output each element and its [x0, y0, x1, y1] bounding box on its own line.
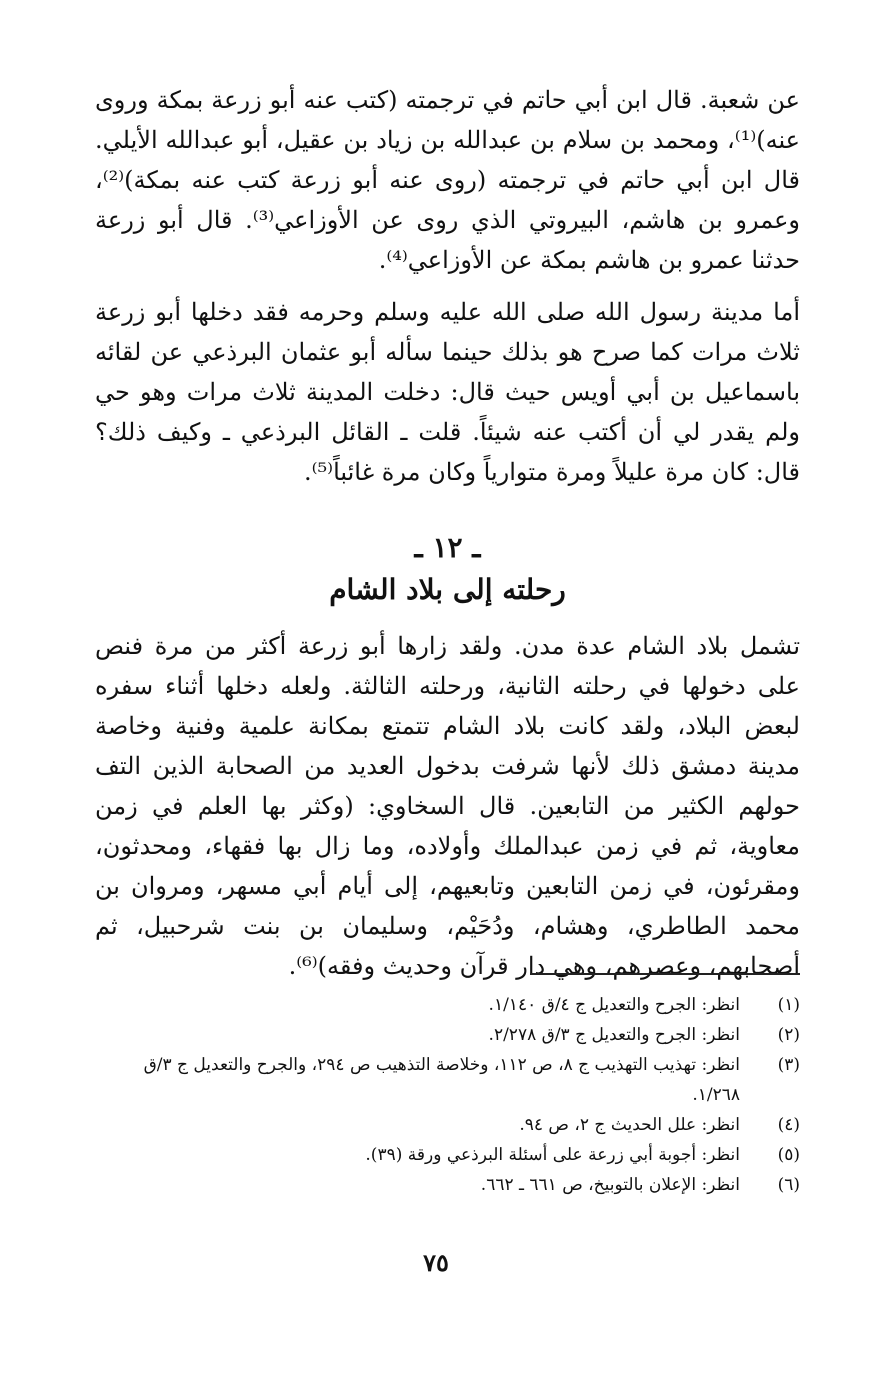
paragraph-1: عن شعبة. قال ابن أبي حاتم في ترجمته (كتب عنه أبو زرعة بمكة وروى عنه)⁽¹⁾، ومحمد بن سلام بن عبدالله بن زياد بن عقيل، أبو عبدالله الأيلي. قال ابن أبي حاتم في ترجمته (روى عنه أبو زرعة كتب عنه بمكة)⁽²⁾، وعمرو بن هاشم، البيروتي الذي روى عن الأوزاعي⁽³⁾. قال أبو زرعة حدثنا عمرو بن هاشم بمكة عن الأوزاعي⁽⁴⁾.	[95, 86, 800, 274]
footnote-text: انظر: علل الحديث ج ٢، ص ٩٤.	[519, 1115, 740, 1135]
section-title: رحلته إلى بلاد الشام	[329, 573, 566, 606]
section-heading	[95, 528, 800, 612]
paragraph-2: أما مدينة رسول الله صلى الله عليه وسلم وحرمه فقد دخلها أبو زرعة ثلاث مرات كما صرح هو بذلك حينما سأله أبو عثمان البرذعي عن لقائه باسماعيل بن أبي أويس حيث قال: دخلت المدينة ثلاث مرات وهو حي ولم يقدر لي أن أكتب عنه شيئاً. قلت ـ القائل البرذعي ـ وكيف ذلك؟ قال: كان مرة عليلاً ومرة متوارياً وكان مرة غائباً⁽⁵⁾.	[95, 298, 800, 486]
footnote-number: (١)	[777, 995, 800, 1015]
footnotes-list	[100, 990, 800, 1200]
footnote-text: انظر: الجرح والتعديل ج ٣/ق ٢/٢٧٨.	[488, 1025, 740, 1045]
footnote-text: انظر: الإعلان بالتوبيخ، ص ٦٦١ ـ ٦٦٢.	[480, 1175, 740, 1195]
footnote-item	[100, 1170, 800, 1200]
section-paragraph: تشمل بلاد الشام عدة مدن. ولقد زارها أبو زرعة أكثر من مرة فنص على دخولها في رحلته الثانية، ورحلته الثالثة. ولعله دخلها أثناء سفره لبعض البلاد، ولقد كانت بلاد الشام تتمتع بمكانة علمية وفنية وخاصة مدينة دمشق ذلك لأنها شرفت بدخول العديد من الصحابة الذين التف حولهم الكثير من التابعين. قال السخاوي: (وكثر بها العلم في زمن معاوية، ثم في زمن عبدالملك وأولاده، وما زال بها فقهاء، ومحدثون، ومقرئون، في زمن التابعين وتابعيهم، إلى أيام أبي مسهر، ومروان بن محمد الطاطري، وهشام، ودُحَيْم، وسليمان بن بنت شرحبيل، ثم أصحابهم، وعصرهم، وهي دار قرآن وحديث وفقه)⁽⁶⁾.	[95, 632, 800, 980]
footnote-number: (٥)	[777, 1145, 800, 1165]
footnote-item	[100, 990, 800, 1020]
footnote-text: انظر: تهذيب التهذيب ج ٨، ص ١١٢، وخلاصة التذهيب ص ٢٩٤، والجرح والتعديل ج ٣/ق ١/٢٦٨.	[143, 1055, 740, 1105]
footnote-number: (٦)	[777, 1175, 800, 1195]
footnote-item	[100, 1110, 800, 1140]
footnote-number: (٢)	[777, 1025, 800, 1045]
page-number: ٧٥	[423, 1248, 449, 1277]
footnote-text: انظر: الجرح والتعديل ج ٤/ق ١/١٤٠.	[488, 995, 740, 1015]
footnote-item	[100, 1050, 800, 1110]
footnote-divider	[530, 973, 800, 975]
footnote-number: (٤)	[777, 1115, 800, 1135]
footnote-item	[100, 1140, 800, 1170]
footnote-text: انظر: أجوبة أبي زرعة على أسئلة البرذعي ورقة (٣٩).	[365, 1145, 740, 1165]
footnote-number: (٣)	[777, 1055, 800, 1075]
section-number: ـ ١٢ ـ	[414, 531, 481, 564]
footnote-item	[100, 1020, 800, 1050]
page-body	[95, 80, 800, 986]
